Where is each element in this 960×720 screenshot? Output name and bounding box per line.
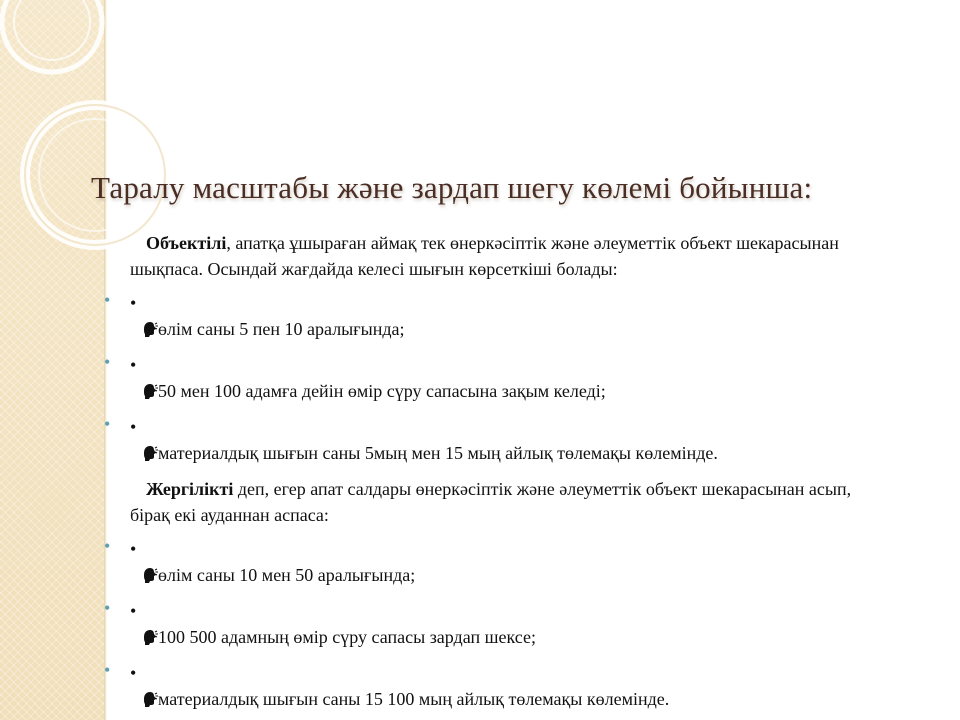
item-text: өлім саны 5 пен 10 аралығында; <box>158 319 405 339</box>
slide-content <box>104 230 864 720</box>
item-text: 100 500 адамның өмір сүру сапасы зардап шексе; <box>158 627 536 647</box>
bullet-dot-icon: • <box>130 352 158 404</box>
list-item <box>104 536 864 588</box>
item-text: 50 мен 100 адамға дейін өмір сүру сапасына зақым келеді; <box>158 381 606 401</box>
list-item <box>104 352 864 404</box>
bullet-dot-icon: • <box>104 352 111 372</box>
bullet-dot-icon: • <box>104 414 111 434</box>
bullet-dot-icon: • <box>130 598 158 650</box>
bullet-dot-icon: • <box>104 536 111 556</box>
speaking-head-icon <box>142 444 158 462</box>
bullet-dot-icon: • <box>130 414 158 466</box>
item-text: материалдық шығын саны 5мың мен 15 мың айлық төлемақы көлемінде. <box>158 443 718 463</box>
section-1-term: Объектілі <box>146 233 227 253</box>
bullet-dot-icon: • <box>130 536 158 588</box>
speaking-head-icon <box>142 690 158 708</box>
speaking-head-icon <box>142 320 158 338</box>
item-text: материалдық шығын саны 15 100 мың айлық төлемақы көлемінде. <box>158 689 670 709</box>
list-item <box>104 290 864 342</box>
section-2-text: деп, егер апат салдары өнеркәсіптік және әлеуметтік объект шекарасынан асып, бірақ екі ауданнан аспаса: <box>130 479 852 525</box>
section-2-term: Жергілікті <box>146 479 234 499</box>
list-item <box>104 598 864 650</box>
bullet-dot-icon: • <box>104 598 111 618</box>
speaking-head-icon <box>142 628 158 646</box>
section-1-text: , апатқа ұшыраған аймақ тек өнеркәсіптік және әлеуметтік объект шекарасынан шықпаса. Осындай жағдайда келесі шығын көрсеткіші болады: <box>130 233 839 279</box>
bullet-dot-icon: • <box>130 660 158 712</box>
speaking-head-icon <box>142 566 158 584</box>
bullet-dot-icon: • <box>130 290 158 342</box>
list-item <box>104 660 864 712</box>
list-item <box>104 414 864 466</box>
section-1-intro <box>104 230 864 282</box>
bullet-dot-icon: • <box>104 660 111 680</box>
item-text: өлім саны 10 мен 50 аралығында; <box>158 565 416 585</box>
bullet-dot-icon: • <box>104 290 111 310</box>
concentric-arcs-icon <box>0 0 220 260</box>
slide-title: Таралу масштабы және зардап шегу көлемі бойынша: <box>91 170 813 205</box>
section-2-intro <box>104 476 864 528</box>
speaking-head-icon <box>142 382 158 400</box>
